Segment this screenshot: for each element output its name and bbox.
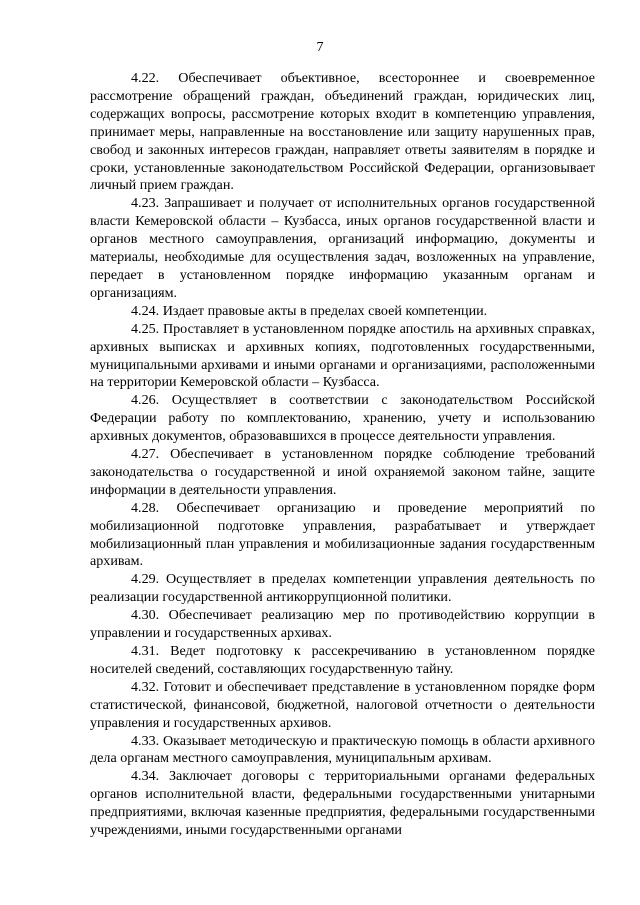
paragraph-4-26: 4.26. Осуществляет в соответствии с законодательством Российской Федерации работу по комплектованию, хранению, учету и использованию архивных документов, образовавшихся в процессе деятельности управления.: [90, 392, 595, 445]
paragraph-4-24: 4.24. Издает правовые акты в пределах своей компетенции.: [131, 302, 488, 319]
paragraph-4-28: 4.28. Обеспечивает организацию и проведение мероприятий по мобилизационной подготовке управления, разрабатывает и утверждает мобилизационный план управления и мобилизационные задания государственным архивам.: [90, 499, 595, 570]
paragraph-4-31: 4.31. Ведет подготовку к рассекречиванию в установленном порядке носителей сведений, составляющих государственную тайну.: [90, 643, 595, 677]
paragraph-4-33: 4.33. Оказывает методическую и практическую помощь в области архивного дела органам местного самоуправления, муниципальным архивам.: [90, 732, 595, 767]
paragraph-4-22: 4.22. Обеспечивает объективное, всестороннее и своевременное рассмотрение обращений граждан, объединений граждан, юридических лиц, содержащих вопросы, рассмотрение которых входит в компетенцию управления, принимает меры, направленные на восстановление или защиту нарушенных прав, свобод и законных интересов граждан, направляет ответы заявителям в порядке и сроки, установленные законодательством Российской Федерации, организовывает личный прием граждан.: [90, 70, 595, 194]
paragraph-4-27: 4.27. Обеспечивает в установленном порядке соблюдение требований законодательства о государственной и иной охраняемой законом тайне, защите информации в деятельности управления.: [90, 446, 595, 498]
page-number: 7: [316, 40, 324, 55]
paragraph-4-32: 4.32. Готовит и обеспечивает представление в установленном порядке форм статистической, финансовой, бюджетной, налоговой отчетности о деятельности управления и государственных архивов.: [90, 678, 595, 731]
paragraph-4-34: 4.34. Заключает договоры с территориальными органами федеральных органов исполнительной власти, федеральными государственными унитарными предприятиями, включая казенные предприятия, федеральными государственными учреждениями, иными государственными органами: [90, 768, 595, 839]
document-body: [90, 70, 595, 840]
paragraph-4-30: 4.30. Обеспечивает реализацию мер по противодействию коррупции в управлении и государственных архивах.: [90, 607, 595, 642]
paragraph-4-23: 4.23. Запрашивает и получает от исполнительных органов государственной власти Кемеровской области – Кузбасса, иных органов государственной власти и органов местного самоуправления, организаций информацию, документы и материалы, необходимые для осуществления задач, возложенных на управление, передает в установленном порядке информацию указанным органам и организациям.: [90, 195, 595, 301]
paragraph-4-29: 4.29. Осуществляет в пределах компетенции управления деятельность по реализации государственной антикоррупционной политики.: [90, 571, 595, 606]
paragraph-4-25: 4.25. Проставляет в установленном порядке апостиль на архивных справках, архивных выписках и архивных копиях, подготовленных государственными, муниципальными архивами и иными органами и организациями, расположенными на территории Кемеровской области – Кузбасса.: [90, 320, 595, 391]
